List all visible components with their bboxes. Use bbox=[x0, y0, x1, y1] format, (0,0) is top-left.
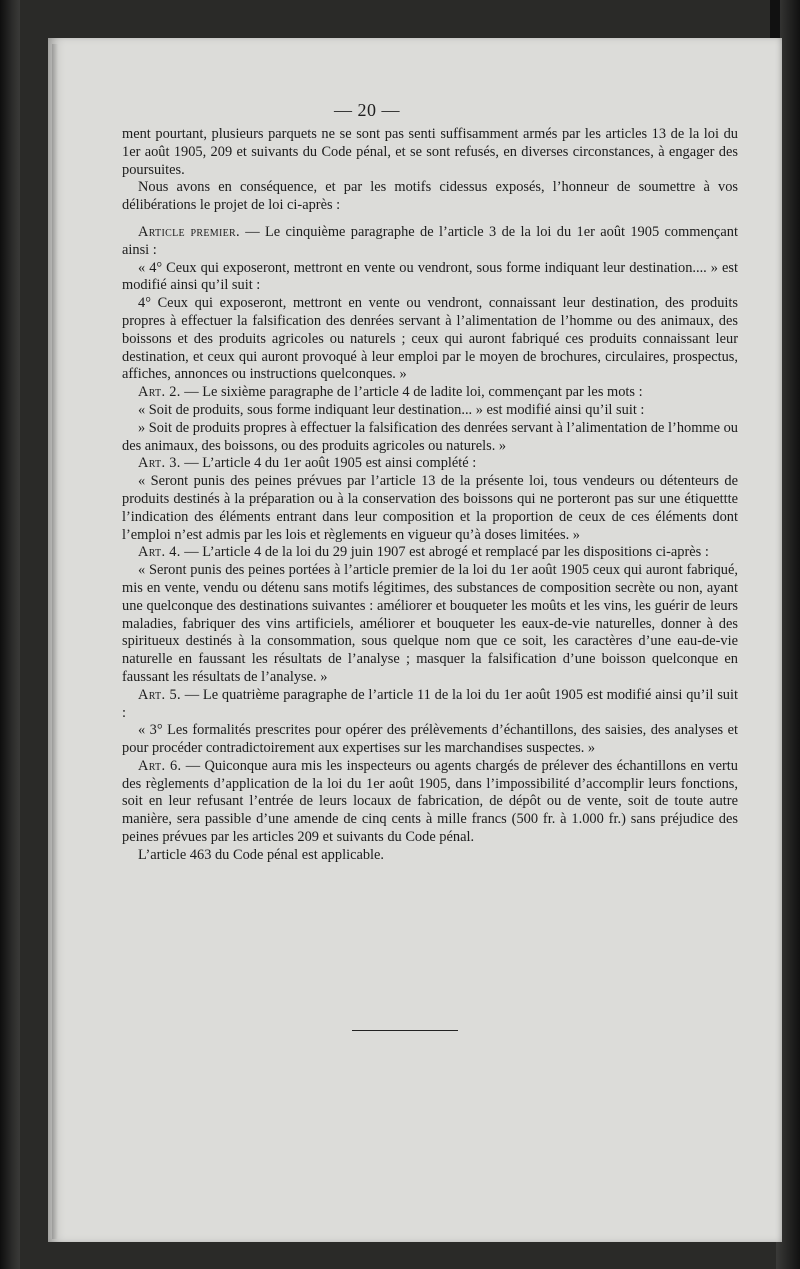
paragraph-text: « 4° Ceux qui exposeront, mettront en vente ou vendront, sous forme indiquant leur destination.... » est modifié ainsi qu’il suit : bbox=[122, 259, 738, 294]
paragraph-text: — Le sixième paragraphe de l’article 4 de ladite loi, commençant par les mots : bbox=[180, 384, 643, 401]
article-3-heading bbox=[122, 455, 738, 473]
article-5-heading bbox=[122, 687, 738, 723]
article-label: Article premier. bbox=[138, 223, 240, 240]
article-label: Art. 5. bbox=[138, 686, 181, 703]
paragraph-text: 4° Ceux qui exposeront, mettront en vente ou vendront, connaissant leur destination, des produits propres à effectuer la falsification des denrées servant à l’alimentation de l’homme ou des animaux, des boissons et des produits agricoles ou naturels ; ceux qui auront fabriqué ces produits connaissant leur destination, et ceux qui auront provoqué à leur emploi par le moyen de brochures, circulaires, prospectus, affiches, annonces ou instructions quelconques. » bbox=[122, 295, 738, 383]
paragraph-text: — L’article 4 du 1er août 1905 est ainsi complété : bbox=[180, 455, 477, 472]
body-text bbox=[122, 126, 738, 865]
paragraph bbox=[122, 295, 738, 384]
page-number: — 20 — bbox=[334, 100, 400, 120]
paragraph-text: — Le quatrième paragraphe de l’article 11 de la loi du 1er août 1905 est modifié ainsi qu’il suit : bbox=[122, 686, 738, 721]
paragraph-text: « Soit de produits, sous forme indiquant leur destination... » est modifié ainsi qu’il suit : bbox=[138, 401, 645, 418]
article-1-heading bbox=[122, 224, 738, 260]
paragraph bbox=[122, 402, 738, 420]
paragraph bbox=[122, 473, 738, 544]
paragraph bbox=[122, 260, 738, 296]
closing-rule bbox=[352, 1030, 458, 1031]
paragraph-text: Nous avons en conséquence, et par les motifs cidessus exposés, l’honneur de soumettre à vos délibérations le projet de loi ci-après : bbox=[122, 179, 738, 214]
paragraph-text: — Le cinquième paragraphe de l’article 3 de la loi du 1er août 1905 commençant ainsi : bbox=[122, 223, 739, 258]
paragraph-text: ment pourtant, plusieurs parquets ne se sont pas senti suffisamment armés par les articles 13 de la loi du 1er août 1905, 209 et suivants du Code pénal, et se sont refusés, en diverses circonstances, à engager des poursuites. bbox=[122, 126, 738, 178]
article-label: Art. 3. bbox=[138, 455, 181, 472]
article-label: Art. 2. bbox=[138, 384, 181, 401]
article-6-heading bbox=[122, 758, 738, 847]
paragraph-text: L’article 463 du Code pénal est applicable. bbox=[138, 846, 385, 863]
paragraph-text: « 3° Les formalités prescrites pour opérer des prélèvements d’échantillons, des saisies, des analyses et pour procéder contradictoirement aux expertises sur les marchandises suspectes. » bbox=[122, 722, 738, 757]
paragraph-text: — L’article 4 de la loi du 29 juin 1907 est abrogé et remplacé par les dispositions ci-après : bbox=[180, 544, 709, 561]
article-label: Art. 6. bbox=[138, 757, 182, 774]
paragraph bbox=[122, 562, 738, 687]
paragraph-text: « Seront punis des peines portées à l’article premier de la loi du 1er août 1905 ceux qui auront fabriqué, mis en vente, vendu ou détenu sans motifs légitimes, des substances de composition secrète ou non, ayant une quelconque des destinations suivantes : améliorer et bouqueter les moûts et les vins, les guérir de leurs maladies, fabriquer des vins artificiels, améliorer et bouqueter les eaux-de-vie naturelles, donner à des spiritueux destinés à la consommation, sous quelque nom que ce soit, les caractères d’une eau-de-vie naturelle en faussant les résultats de l’analyse ; masquer la falsification d’une boisson quelconque en faussant les résultats de l’analyse. » bbox=[122, 562, 738, 685]
paragraph bbox=[122, 179, 738, 215]
paragraph bbox=[122, 722, 738, 758]
article-label: Art. 4. bbox=[138, 544, 181, 561]
scan-border-left bbox=[0, 0, 20, 1269]
binder-clip bbox=[770, 0, 780, 38]
paragraph-text: — Quiconque aura mis les inspecteurs ou agents chargés de prélever des échantillons en vertu des règlements d’application de la loi du 1er août 1905, dans l’impossibilité d’accomplir leurs fonctions, soit en leur refusant l’entrée de leurs locaux de fabrication, de dépôt ou de vente, soit de toute autre manière, sera passible d’une amende de cinq cents à mille francs (500 fr. à 1.000 fr.) sans préjudice des peines prévues par les articles 209 et suivants du Code pénal. bbox=[122, 757, 738, 846]
page-edge bbox=[52, 44, 58, 1239]
paragraph bbox=[122, 847, 738, 865]
paragraph bbox=[122, 126, 738, 179]
paragraph-text: » Soit de produits propres à effectuer la falsification des denrées servant à l’alimentation de l’homme ou des animaux, des boissons, ou des produits agricoles ou naturels. » bbox=[122, 419, 738, 454]
article-2-heading bbox=[122, 384, 738, 402]
paragraph bbox=[122, 420, 738, 456]
paragraph-text: « Seront punis des peines prévues par l’article 13 de la présente loi, tous vendeurs ou détenteurs de produits destinés à la préparation ou à la conservation des boissons qui ne porteront pas sur une étiquettte l’indication des éléments entrant dans leur composition et la proportion de ceux de ces éléments dont l’emploi n’est admis par les lois et règlements en vigueur qu’à doses limitées. » bbox=[122, 473, 738, 543]
article-4-heading bbox=[122, 544, 738, 562]
